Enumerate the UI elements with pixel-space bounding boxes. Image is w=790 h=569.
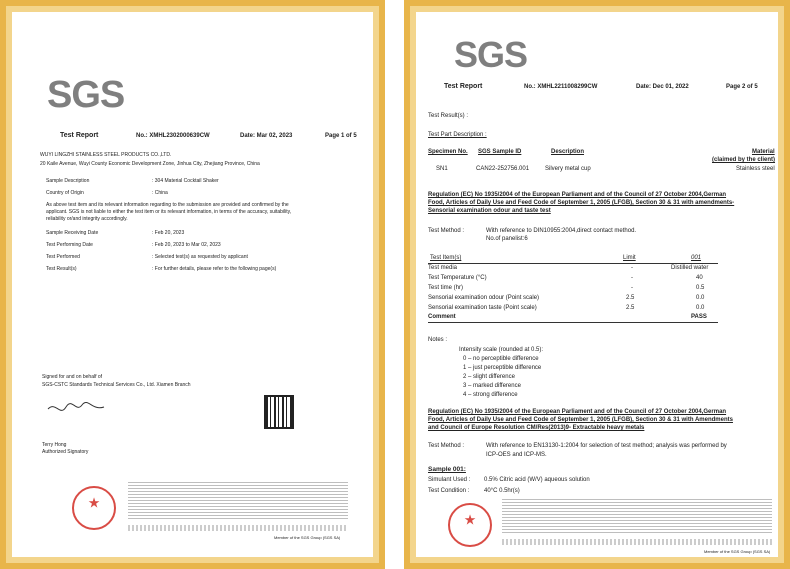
- regulation-line: Regulation (EC) No 1935/2004 of the European Parliament and of the Council of 27 October 2004,German: [428, 409, 727, 415]
- table-cell: 2.5: [626, 305, 635, 311]
- table-cell: Test time (hr): [428, 285, 464, 291]
- method-text: With reference to EN13130-1:2004 for selection of test method; analysis was performed by: [486, 443, 727, 449]
- simulant-value: 0.5% Citric acid (W/V) aqueous solution: [484, 477, 590, 483]
- col-description: Description: [551, 149, 585, 155]
- table-head-limit: Limit: [623, 255, 636, 261]
- field-value: : China: [152, 190, 168, 196]
- regulation-line: Food, Articles of Daily Use and Feed Code of September 1, 2005 (LFGB), Section 30 & 31 with amendments-: [428, 200, 735, 206]
- terms-smallprint: [502, 499, 772, 533]
- signature: [46, 397, 106, 421]
- right-page: [416, 12, 778, 557]
- col-specimen: Specimen No.: [428, 149, 468, 155]
- part-cell: Silvery metal cup: [545, 166, 591, 172]
- report-page: Page 1 of 5: [325, 133, 357, 139]
- report-date: Date: Mar 02, 2023: [240, 133, 293, 139]
- table-cell: 40: [696, 275, 703, 281]
- scale-item: 3 – marked difference: [463, 383, 521, 389]
- table-head-item: Test Item(s): [430, 255, 462, 261]
- method-text: With reference to DIN10955:2004,direct contact method.: [486, 228, 637, 234]
- notes-label: Notes :: [428, 337, 448, 343]
- scale-item: 0 – no perceptible difference: [463, 356, 539, 362]
- contact-bar: [502, 539, 772, 545]
- report-date: Date: Dec 01, 2022: [636, 84, 689, 90]
- table-divider: [428, 263, 718, 264]
- note-line: As above test item and its relevant information regarding to the submission are provided and confirmed by the: [46, 202, 289, 208]
- field-value: : For further details, please refer to the following page(s): [152, 266, 277, 272]
- report-page: Page 2 of 5: [726, 84, 758, 90]
- official-seal: ★: [72, 486, 116, 530]
- regulation-line: Sensorial examination odour and taste test: [428, 208, 551, 214]
- table-cell: Sensorial examination odour (Point scale): [428, 295, 540, 301]
- left-page: [12, 12, 373, 557]
- table-cell: -: [631, 285, 633, 291]
- test-results-label: Test Result(s) :: [428, 113, 469, 119]
- member-text: Member of the SGS Group (SGS SA): [704, 549, 771, 554]
- signed-line: Signed for and on behalf of: [42, 374, 103, 380]
- part-cell: Stainless steel: [736, 166, 775, 172]
- report-number: No.: XMHL2302000639CW: [136, 133, 210, 139]
- report-title: Test Report: [444, 83, 483, 90]
- part-cell: SN1: [436, 166, 448, 172]
- simulant-label: Simulant Used :: [428, 477, 471, 483]
- qr-code: [264, 395, 294, 429]
- table-cell: 2.5: [626, 295, 635, 301]
- note-line: applicant. SGS is not liable to either the test item or its relevant information, in terms of the accuracy, suitability,: [46, 209, 292, 215]
- signatory-name: Terry Hong: [42, 442, 67, 448]
- report-number: No.: XMHL2211008299CW: [524, 84, 598, 90]
- field-value: : Selected test(s) as requested by applicant: [152, 254, 248, 260]
- member-text: Member of the SGS Group (SGS SA): [274, 535, 341, 540]
- sgs-logo: SGS: [47, 74, 125, 116]
- scale-item: 1 – just perceptible difference: [463, 365, 542, 371]
- table-cell: 0.5: [696, 285, 705, 291]
- contact-bar: [128, 525, 348, 531]
- field-value: : 304 Material Cocktail Shaker: [152, 178, 219, 184]
- note-line: reliability or/and integrity accordingly.: [46, 216, 128, 222]
- table-cell: -: [631, 265, 633, 271]
- scale-item: 4 – strong difference: [463, 392, 518, 398]
- field-label: Country of Origin: [46, 190, 84, 196]
- table-cell: Test media: [428, 265, 458, 271]
- signatory-title: Authorized Signatory: [42, 449, 89, 455]
- table-cell: 0.0: [696, 295, 705, 301]
- method-label: Test Method :: [428, 228, 465, 234]
- condition-value: 40°C 0.5hr(s): [484, 488, 520, 494]
- method-label: Test Method :: [428, 443, 465, 449]
- sample-label: Sample 001:: [428, 466, 466, 473]
- condition-label: Test Condition :: [428, 488, 470, 494]
- col-material: Material: [752, 149, 775, 155]
- official-seal: ★: [448, 503, 492, 547]
- terms-smallprint: [128, 482, 348, 520]
- field-label: Test Performed: [46, 254, 80, 260]
- report-title: Test Report: [60, 132, 99, 139]
- table-cell: -: [631, 275, 633, 281]
- field-label: Sample Description: [46, 178, 90, 184]
- left-page-frame: [0, 0, 385, 569]
- field-label: Test Performing Date: [46, 242, 93, 248]
- table-cell: 0.0: [696, 305, 705, 311]
- col-material-note: (claimed by the client): [712, 157, 776, 163]
- field-label: Sample Receiving Date: [46, 230, 99, 236]
- table-cell: Test Temperature (°C): [428, 275, 487, 281]
- method-text: ICP-OES and ICP-MS.: [486, 452, 547, 458]
- company-name: WUYI LINGZHI STAINLESS STEEL PRODUCTS CO.,LTD.: [40, 152, 172, 158]
- scale-title: Intensity scale (rounded at 0.5):: [459, 347, 544, 353]
- right-page-frame: [404, 0, 790, 569]
- table-cell: PASS: [691, 314, 707, 320]
- table-divider: [428, 322, 718, 323]
- regulation-line: and Council of Europe Resolution CM/Res(2013)9- Extractable heavy metals: [428, 425, 645, 431]
- col-sample-id: SGS Sample ID: [478, 149, 522, 155]
- method-text: No.of panelist:6: [486, 236, 528, 242]
- part-cell: CAN22-252756.001: [476, 166, 530, 172]
- table-cell: Sensorial examination taste (Point scale): [428, 305, 537, 311]
- regulation-line: Food, Articles of Daily Use and Feed Code of September 1, 2005 (LFGB), Section 30 & 31 with Amendments: [428, 417, 733, 423]
- table-head-sample: 001: [691, 255, 702, 261]
- part-desc-label: Test Part Description :: [428, 132, 487, 138]
- table-cell: Distilled water: [671, 265, 709, 271]
- field-value: : Feb 20, 2023: [152, 230, 185, 236]
- regulation-line: Regulation (EC) No 1935/2004 of the European Parliament and of the Council of 27 October 2004,German: [428, 192, 727, 198]
- sgs-logo: SGS: [454, 34, 528, 75]
- company-address: 20 Kaile Avenue, Wuyi County Economic Development Zone, Jinhua City, Zhejiang Province, China: [40, 161, 260, 167]
- table-cell: Comment: [428, 314, 456, 320]
- signed-line: SGS-CSTC Standards Technical Services Co., Ltd. Xiamen Branch: [42, 382, 191, 388]
- field-value: : Feb 20, 2023 to Mar 02, 2023: [152, 242, 221, 248]
- scale-item: 2 – slight difference: [463, 374, 515, 380]
- field-label: Test Result(s): [46, 266, 77, 272]
